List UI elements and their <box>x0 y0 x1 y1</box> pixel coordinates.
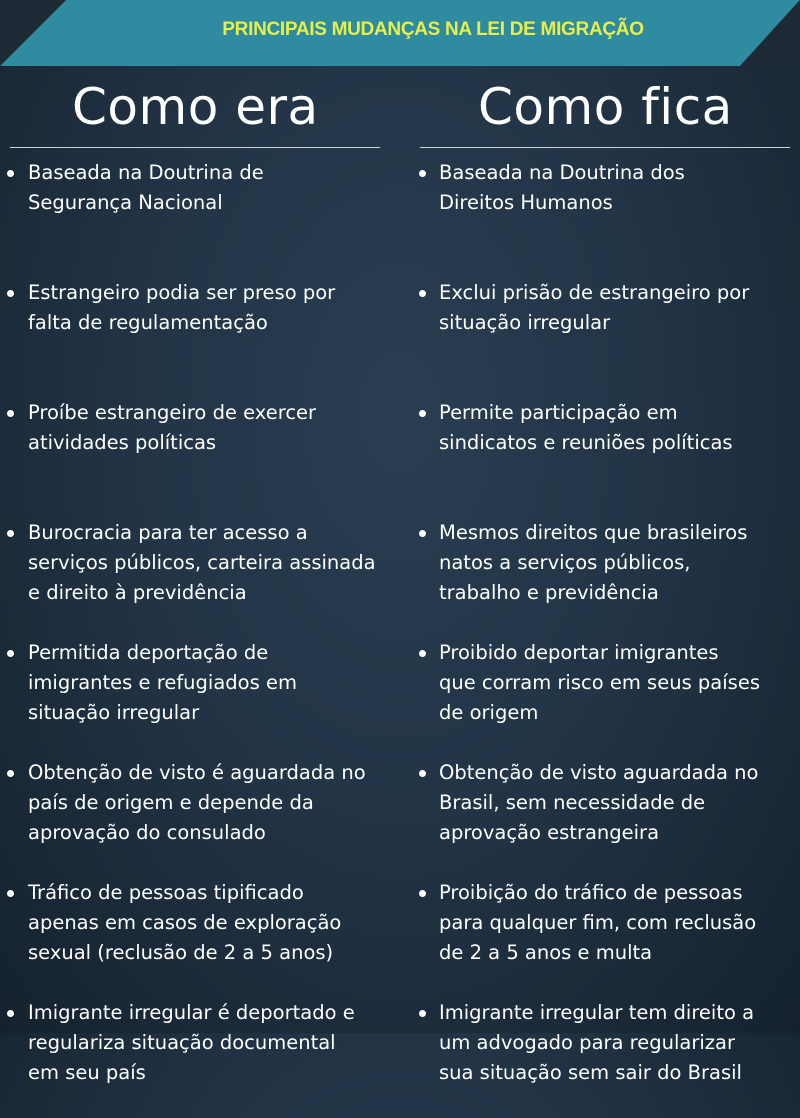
column-heading-before: Como era <box>72 78 319 136</box>
list-before <box>0 158 410 1118</box>
bullet-icon <box>7 410 14 417</box>
list-item: Baseada na Doutrina dos Direitos Humanos <box>412 158 800 278</box>
bullet-icon <box>419 410 426 417</box>
banner-title: PRINCIPAIS MUDANÇAS NA LEI DE MIGRAÇÃO <box>222 19 644 40</box>
bullet-icon <box>419 530 426 537</box>
column-heading-after: Como fica <box>478 78 733 136</box>
list-item: Imigrante irregular é deportado e regulariza situação documental em seu país <box>0 998 410 1118</box>
bullet-icon <box>7 890 14 897</box>
bullet-icon <box>419 170 426 177</box>
bullet-icon <box>7 530 14 537</box>
list-item: Imigrante irregular tem direito a um advogado para regularizar sua situação sem sair do Brasil <box>412 998 800 1118</box>
bullet-icon <box>7 770 14 777</box>
list-item: Estrangeiro podia ser preso por falta de regulamentação <box>0 278 410 398</box>
heading-divider-before <box>10 147 380 148</box>
list-item: Permitida deportação de imigrantes e refugiados em situação irregular <box>0 638 410 758</box>
list-item: Exclui prisão de estrangeiro por situação irregular <box>412 278 800 398</box>
heading-divider-after <box>420 147 790 148</box>
title-banner <box>0 0 800 66</box>
bullet-icon <box>7 1010 14 1017</box>
bullet-icon <box>7 170 14 177</box>
list-item: Permite participação em sindicatos e reuniões políticas <box>412 398 800 518</box>
bullet-icon <box>419 770 426 777</box>
list-item: Proíbe estrangeiro de exercer atividades políticas <box>0 398 410 518</box>
list-item: Mesmos direitos que brasileiros natos a serviços públicos, trabalho e previdência <box>412 518 800 638</box>
list-after <box>412 158 800 1118</box>
bullet-icon <box>7 290 14 297</box>
bullet-icon <box>419 1010 426 1017</box>
list-item: Tráfico de pessoas tipificado apenas em casos de exploração sexual (reclusão de 2 a 5 anos) <box>0 878 410 998</box>
list-item: Baseada na Doutrina de Segurança Nacional <box>0 158 410 278</box>
list-item: Proibição do tráfico de pessoas para qualquer fim, com reclusão de 2 a 5 anos e multa <box>412 878 800 998</box>
list-item: Burocracia para ter acesso a serviços públicos, carteira assinada e direito à previdência <box>0 518 410 638</box>
list-item: Obtenção de visto aguardada no Brasil, sem necessidade de aprovação estrangeira <box>412 758 800 878</box>
list-item: Obtenção de visto é aguardada no país de origem e depende da aprovação do consulado <box>0 758 410 878</box>
bullet-icon <box>419 650 426 657</box>
list-item: Proibido deportar imigrantes que corram risco em seus países de origem <box>412 638 800 758</box>
bullet-icon <box>7 650 14 657</box>
bullet-icon <box>419 890 426 897</box>
bullet-icon <box>419 290 426 297</box>
